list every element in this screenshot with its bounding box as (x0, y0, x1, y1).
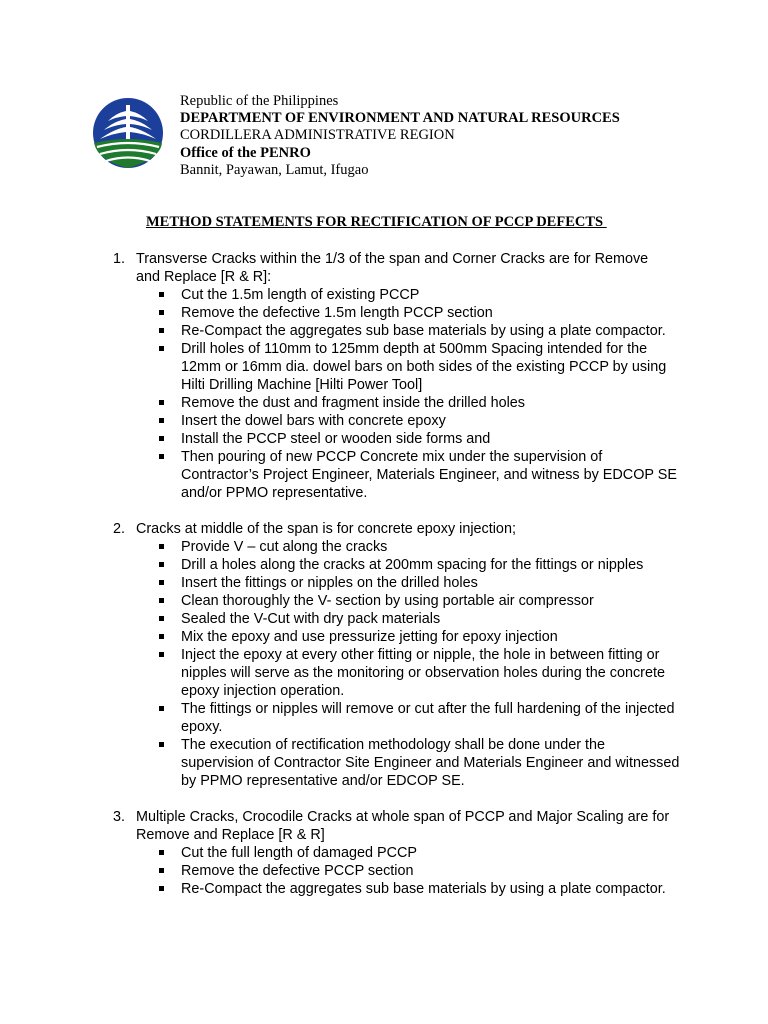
section-heading: Transverse Cracks within the 1/3 of the span and Corner Cracks are for Remove and Replace [R & R]: (136, 251, 649, 285)
list-item-text: The execution of rectification methodology shall be done under the supervision of Contractor Site Engineer and Materials Engineer and witnessed by PPMO representative and/or EDCOP SE. (181, 737, 680, 789)
list-item-text: Inject the epoxy at every other fitting or nipple, the hole in between fitting or nipples will serve as the monitoring or observation holes during the concrete epoxy injection operation. (181, 647, 665, 699)
square-bullet-icon (159, 706, 164, 711)
list-item-text: Insert the fittings or nipples on the drilled holes (181, 575, 478, 591)
section-1 (0, 250, 768, 502)
square-bullet-icon (159, 418, 164, 423)
list-item-text: Remove the defective 1.5m length PCCP section (181, 305, 493, 321)
list-item (181, 340, 681, 394)
square-bullet-icon (159, 562, 164, 567)
square-bullet-icon (159, 400, 164, 405)
list-item (181, 736, 681, 790)
bullet-list (0, 844, 768, 898)
list-item-text: Re-Compact the aggregates sub base materials by using a plate compactor. (181, 881, 666, 897)
square-bullet-icon (159, 652, 164, 657)
square-bullet-icon (159, 544, 164, 549)
list-item-text: Then pouring of new PCCP Concrete mix under the supervision of Contractor’s Project Engineer, Materials Engineer, and witness by EDCOP SE and/or PPMO representative. (181, 449, 677, 501)
header-department: DEPARTMENT OF ENVIRONMENT AND NATURAL RESOURCES (180, 110, 620, 127)
square-bullet-icon (159, 328, 164, 333)
list-item-text: Remove the dust and fragment inside the drilled holes (181, 395, 525, 411)
square-bullet-icon (159, 742, 164, 747)
section-heading: Multiple Cracks, Crocodile Cracks at whole span of PCCP and Major Scaling are for Remove and Replace [R & R] (136, 809, 670, 843)
document-title: METHOD STATEMENTS FOR RECTIFICATION OF PCCP DEFECTS (146, 214, 607, 230)
list-item (181, 286, 681, 304)
list-item (181, 430, 681, 448)
list-item-text: Mix the epoxy and use pressurize jetting for epoxy injection (181, 629, 558, 645)
list-item (181, 646, 681, 700)
list-item (181, 592, 681, 610)
header-address: Bannit, Payawan, Lamut, Ifugao (180, 161, 369, 178)
header-republic: Republic of the Philippines (180, 93, 339, 109)
list-item-text: Clean thoroughly the V- section by using portable air compressor (181, 593, 594, 609)
list-item-text: Sealed the V-Cut with dry pack materials (181, 611, 441, 627)
list-item (181, 448, 681, 502)
list-item (181, 538, 681, 556)
section-2 (0, 520, 768, 790)
square-bullet-icon (159, 580, 164, 585)
square-bullet-icon (159, 310, 164, 315)
letterhead (180, 93, 620, 179)
square-bullet-icon (159, 868, 164, 873)
list-item (181, 862, 681, 880)
list-item-text: Cut the 1.5m length of existing PCCP (181, 287, 420, 303)
section-number: 3. (113, 809, 126, 825)
list-item (181, 610, 681, 628)
square-bullet-icon (159, 616, 164, 621)
bullet-list (0, 286, 768, 502)
section-number: 2. (113, 521, 126, 537)
list-item-text: The fittings or nipples will remove or cut after the full hardening of the injected epoxy. (181, 701, 675, 735)
list-item (181, 304, 681, 322)
section-3 (0, 808, 768, 898)
list-item-text: Insert the dowel bars with concrete epoxy (181, 413, 446, 429)
list-item (181, 880, 681, 898)
list-item-text: Remove the defective PCCP section (181, 863, 414, 879)
document-body (0, 250, 768, 898)
list-item (181, 412, 681, 430)
list-item (181, 844, 681, 862)
square-bullet-icon (159, 454, 164, 459)
list-item (181, 556, 681, 574)
list-item-text: Cut the full length of damaged PCCP (181, 845, 417, 861)
bullet-list (0, 538, 768, 790)
square-bullet-icon (159, 850, 164, 855)
square-bullet-icon (159, 436, 164, 441)
list-item-text: Install the PCCP steel or wooden side forms and (181, 431, 491, 447)
list-item (181, 394, 681, 412)
section-number: 1. (113, 251, 126, 267)
square-bullet-icon (159, 886, 164, 891)
square-bullet-icon (159, 346, 164, 351)
list-item (181, 574, 681, 592)
square-bullet-icon (159, 598, 164, 603)
list-item (181, 700, 681, 736)
list-item (181, 322, 681, 340)
square-bullet-icon (159, 292, 164, 297)
denr-logo (90, 97, 166, 169)
section-heading: Cracks at middle of the span is for concrete epoxy injection; (136, 521, 516, 537)
list-item (181, 628, 681, 646)
header-office: Office of the PENRO (180, 144, 311, 161)
list-item-text: Drill holes of 110mm to 125mm depth at 500mm Spacing intended for the 12mm or 16mm dia. dowel bars on both sides of the existing PCCP by using Hilti Drilling Machine [Hilti Power Tool] (181, 341, 667, 393)
header-region: CORDILLERA ADMINISTRATIVE REGION (180, 127, 455, 144)
list-item-text: Re-Compact the aggregates sub base materials by using a plate compactor. (181, 323, 666, 339)
square-bullet-icon (159, 634, 164, 639)
list-item-text: Drill a holes along the cracks at 200mm spacing for the fittings or nipples (181, 557, 644, 573)
list-item-text: Provide V – cut along the cracks (181, 539, 388, 555)
